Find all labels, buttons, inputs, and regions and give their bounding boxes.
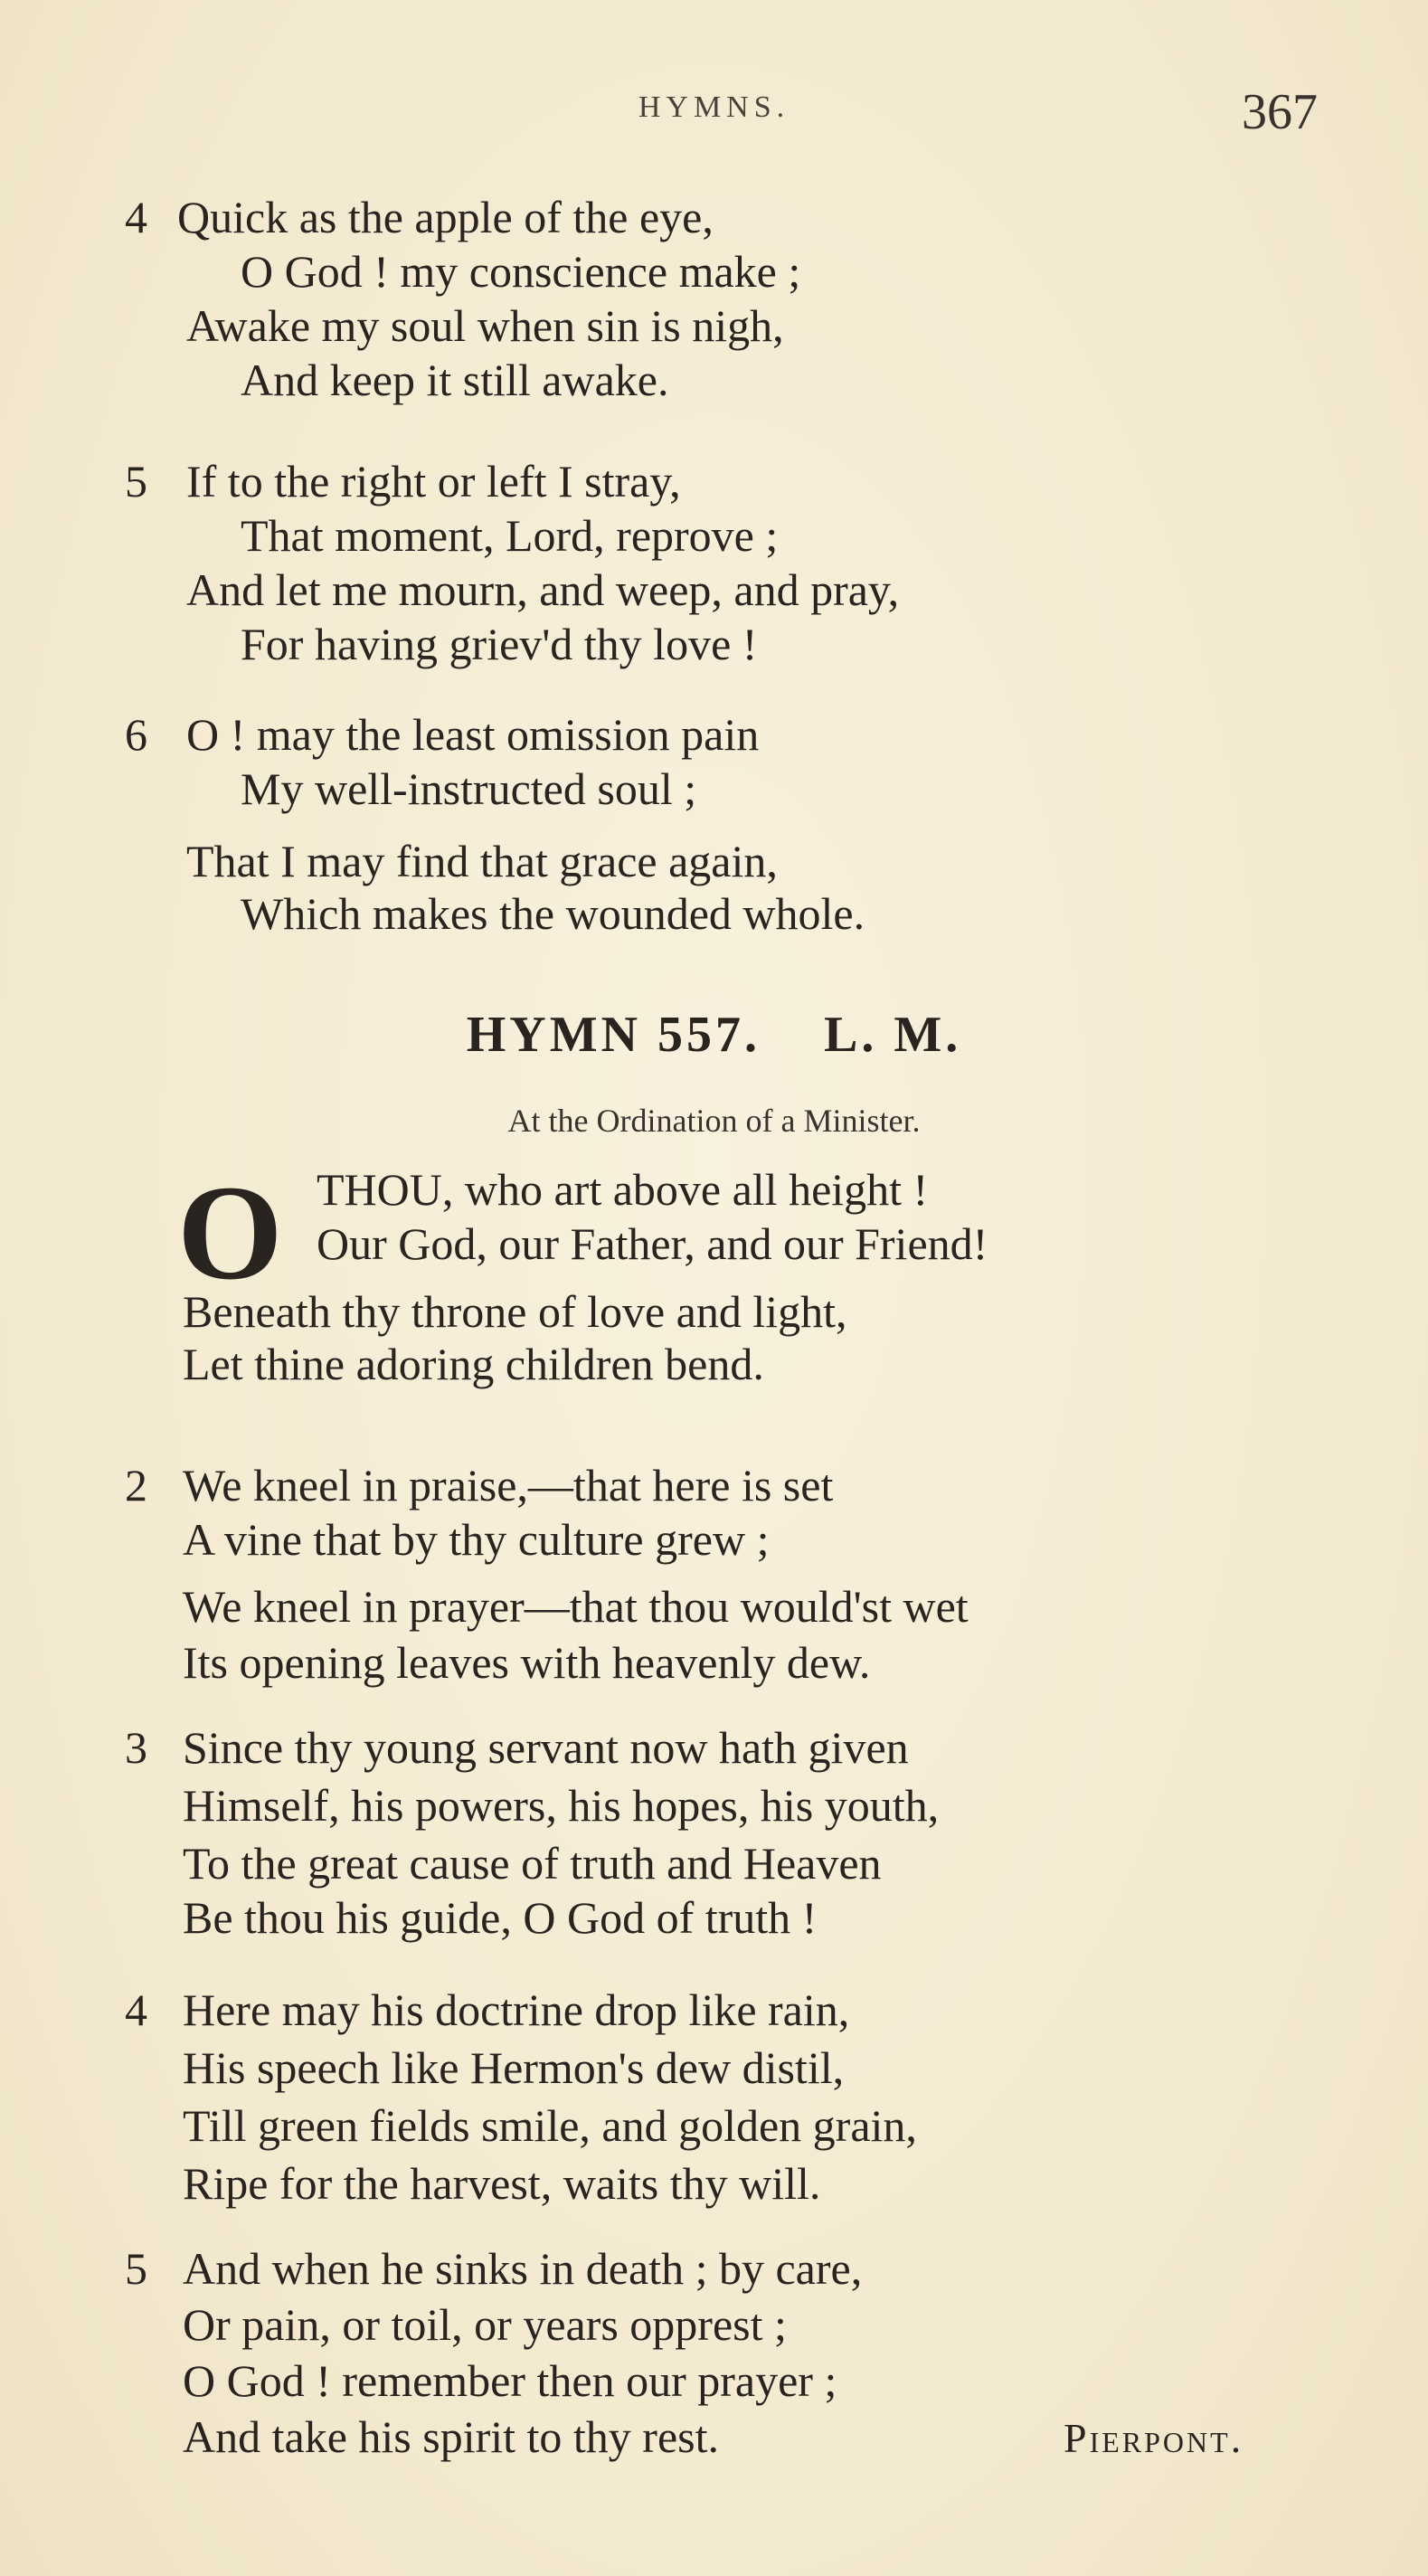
running-title: HYMNS. bbox=[638, 90, 790, 124]
stanza-number: 4 bbox=[125, 1984, 147, 2035]
verse-line: Till green fields smile, and golden grain, bbox=[183, 2100, 917, 2151]
verse-line: A vine that by thy culture grew ; bbox=[183, 1514, 770, 1565]
drop-cap: O bbox=[177, 1158, 283, 1308]
verse-line: Himself, his powers, his hopes, his youth, bbox=[183, 1780, 940, 1831]
verse-line: Beneath thy throne of love and light, bbox=[183, 1286, 847, 1337]
verse-line: O God ! my conscience make ; bbox=[241, 246, 801, 297]
verse-line: We kneel in prayer—that thou would'st wet bbox=[183, 1581, 969, 1632]
verse-line: Quick as the apple of the eye, bbox=[177, 192, 714, 242]
hymn-occasion: At the Ordination of a Minister. bbox=[507, 1103, 921, 1139]
verse-line: Awake my soul when sin is nigh, bbox=[186, 300, 784, 351]
hymn-meter: L. M. bbox=[824, 1007, 962, 1063]
hymn-number: HYMN 557. bbox=[466, 1007, 761, 1063]
verse-line: Or pain, or toil, or years opprest ; bbox=[183, 2299, 787, 2350]
verse-line: To the great cause of truth and Heaven bbox=[183, 1838, 882, 1889]
verse-line: Our God, our Father, and our Friend! bbox=[317, 1218, 988, 1269]
stanza-number: 2 bbox=[125, 1460, 147, 1511]
stanza-number: 4 bbox=[125, 192, 147, 242]
verse-line: THOU, who art above all height ! bbox=[317, 1164, 929, 1215]
stanza-number: 5 bbox=[125, 456, 147, 507]
verse-line: O ! may the least omission pain bbox=[186, 709, 760, 760]
stanza-number: 3 bbox=[125, 1722, 147, 1773]
verse-line: That I may find that grace again, bbox=[186, 836, 778, 886]
verse-line: Ripe for the harvest, waits thy will. bbox=[183, 2158, 821, 2209]
verse-line: Here may his doctrine drop like rain, bbox=[183, 1984, 850, 2035]
stanza-number: 5 bbox=[125, 2243, 147, 2294]
verse-line: His speech like Hermon's dew distil, bbox=[183, 2042, 845, 2093]
verse-line: And when he sinks in death ; by care, bbox=[183, 2243, 863, 2294]
verse-line: We kneel in praise,—that here is set bbox=[183, 1460, 834, 1511]
verse-line: Which makes the wounded whole. bbox=[241, 888, 865, 939]
verse-line: My well-instructed soul ; bbox=[241, 763, 697, 814]
verse-line: Be thou his guide, O God of truth ! bbox=[183, 1892, 818, 1943]
verse-line: O God ! remember then our prayer ; bbox=[183, 2355, 837, 2406]
verse-line: And keep it still awake. bbox=[241, 355, 669, 405]
hymn-author: Pierpont. bbox=[1064, 2415, 1244, 2461]
verse-line: Since thy young servant now hath given bbox=[183, 1722, 909, 1773]
verse-line: Let thine adoring children bend. bbox=[183, 1339, 764, 1389]
verse-line: And take his spirit to thy rest. bbox=[183, 2411, 719, 2462]
verse-line: If to the right or left I stray, bbox=[186, 456, 681, 507]
page-number: 367 bbox=[1242, 84, 1318, 140]
hymn-title bbox=[0, 1006, 1428, 1064]
verse-line: For having griev'd thy love ! bbox=[241, 619, 758, 669]
stanza-number: 6 bbox=[125, 709, 147, 760]
verse-line: That moment, Lord, reprove ; bbox=[241, 510, 779, 561]
verse-line: Its opening leaves with heavenly dew. bbox=[183, 1637, 871, 1688]
verse-line: And let me mourn, and weep, and pray, bbox=[186, 564, 900, 615]
